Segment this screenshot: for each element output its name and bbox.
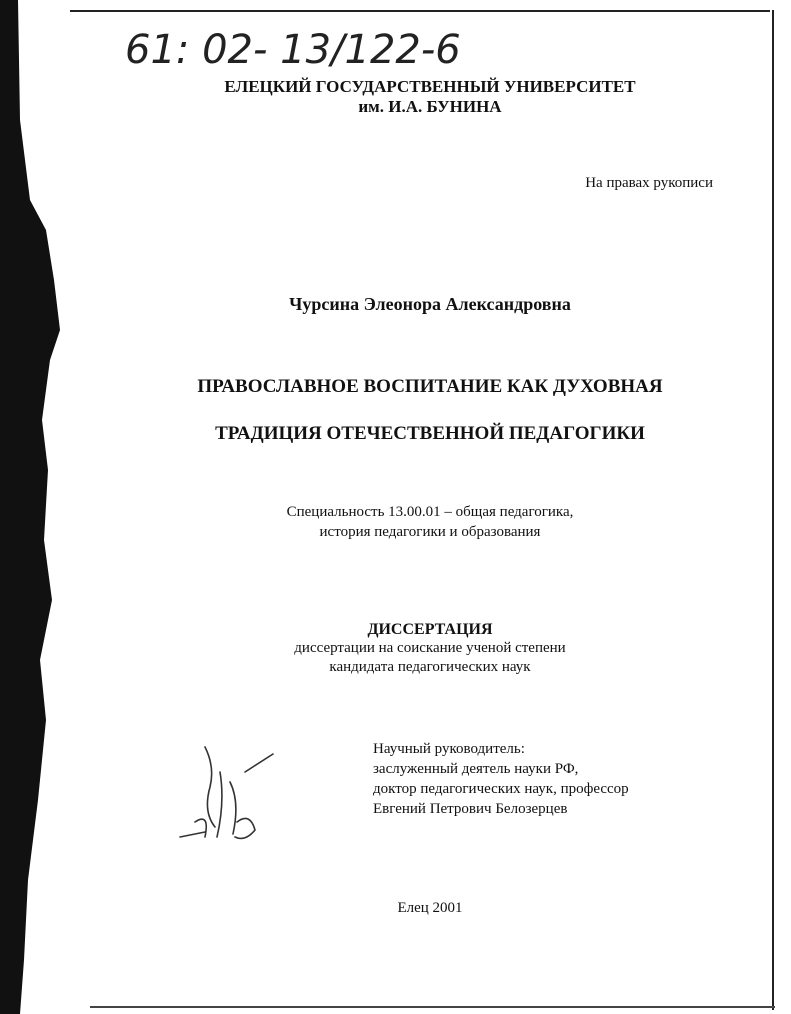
title-line-2: ТРАДИЦИЯ ОТЕЧЕСТВЕННОЙ ПЕДАГОГИКИ [215, 423, 645, 444]
title-line-1: ПРАВОСЛАВНОЕ ВОСПИТАНИЕ КАК ДУХОВНАЯ [197, 376, 663, 397]
signature-icon [175, 742, 275, 847]
handwritten-code-text: 61: 02- 13/122-6 [125, 27, 461, 73]
university-name [90, 77, 770, 117]
university-line-1: ЕЛЕЦКИЙ ГОСУДАРСТВЕННЫЙ УНИВЕРСИТЕТ [224, 77, 636, 96]
scan-top-border [70, 10, 770, 12]
dissertation-line-1: диссертации на соискание ученой степени [294, 640, 566, 656]
university-line-2: им. И.А. БУНИНА [358, 97, 502, 116]
scan-right-border [772, 10, 774, 1010]
scan-bottom-border [90, 1006, 775, 1008]
dissertation-line-2: кандидата педагогических наук [329, 659, 531, 675]
handwritten-code [120, 15, 590, 77]
specialty-line-1: Специальность 13.00.01 – общая педагогика, [286, 504, 574, 520]
city-year: Елец 2001 [397, 900, 463, 916]
adviser-line-4: Евгений Петрович Белозерцев [373, 801, 568, 817]
adviser-line-1: Научный руководитель: [373, 741, 525, 757]
scan-edge-shadow [0, 0, 60, 1014]
adviser-line-2: заслуженный деятель науки РФ, [373, 761, 579, 777]
adviser-line-3: доктор педагогических наук, профессор [373, 781, 629, 797]
adviser-block [373, 739, 629, 819]
manuscript-note: На правах рукописи [585, 175, 713, 191]
dissertation-block [90, 620, 770, 677]
author-name: Чурсина Элеонора Александровна [289, 294, 571, 314]
dissertation-heading: ДИССЕРТАЦИЯ [367, 621, 493, 638]
specialty [90, 502, 770, 542]
specialty-line-2: история педагогики и образования [319, 524, 541, 540]
